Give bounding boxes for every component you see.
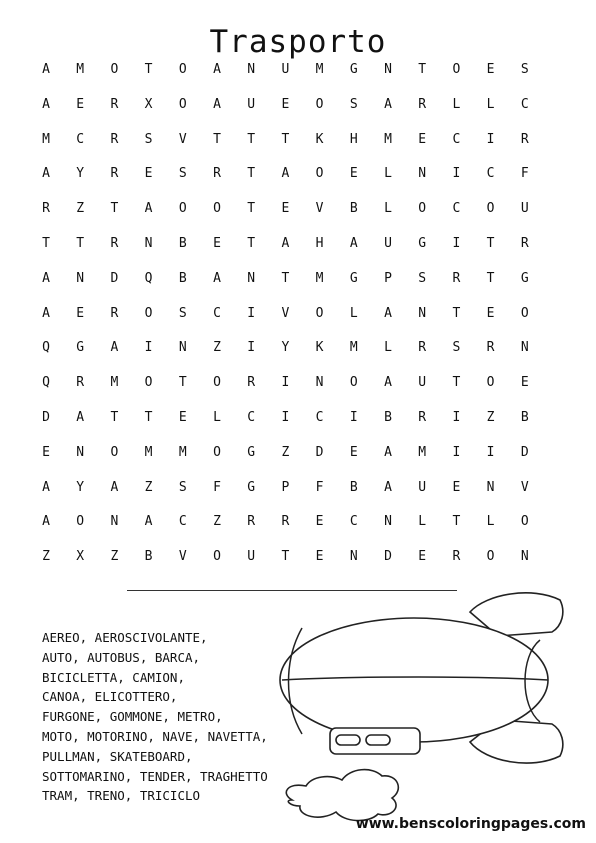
- word-list-line: FURGONE, GOMMONE, METRO,: [42, 709, 223, 725]
- grid-letter: B: [144, 549, 153, 565]
- grid-letter: S: [452, 340, 461, 356]
- grid-letter: M: [178, 444, 187, 460]
- grid-letter: A: [144, 514, 153, 530]
- grid-letter: R: [452, 549, 461, 565]
- grid-letter: T: [110, 410, 119, 425]
- grid-letter: N: [349, 549, 358, 565]
- grid-letter: M: [349, 340, 358, 356]
- grid-letter: C: [520, 96, 529, 112]
- grid-letter: B: [349, 201, 358, 217]
- grid-letter: O: [520, 514, 529, 530]
- grid-letter: V: [315, 201, 324, 217]
- word-list-line: SOTTOMARINO, TENDER, TRAGHETTO: [42, 768, 268, 784]
- grid-letter: U: [247, 549, 256, 565]
- grid-letter: C: [213, 305, 221, 321]
- grid-letter: E: [144, 166, 153, 182]
- grid-letter: T: [418, 62, 427, 77]
- grid-letter: G: [418, 236, 427, 251]
- grid-letter: E: [486, 305, 495, 321]
- grid-letter: G: [76, 340, 85, 356]
- grid-letter: E: [315, 549, 324, 565]
- grid-letter: O: [110, 444, 119, 460]
- grid-letter: E: [281, 96, 290, 112]
- grid-letter: E: [178, 410, 187, 425]
- word-list-line: CANOA, ELICOTTERO,: [42, 689, 178, 705]
- grid-letter: M: [384, 131, 392, 147]
- grid-letter: E: [281, 201, 290, 217]
- grid-letter: T: [281, 270, 290, 286]
- grid-letter: A: [42, 270, 50, 286]
- grid-letter: R: [520, 236, 529, 251]
- grid-letter: R: [110, 166, 119, 182]
- grid-letter: O: [178, 62, 187, 77]
- grid-letter: Q: [144, 270, 153, 286]
- grid-letter: R: [418, 96, 427, 112]
- grid-letter: M: [315, 62, 324, 77]
- grid-letter: Z: [486, 410, 495, 425]
- grid-letter: M: [110, 375, 119, 391]
- grid-letter: E: [418, 549, 427, 565]
- grid-letter: C: [76, 131, 85, 147]
- grid-letter: E: [349, 444, 358, 460]
- grid-letter: N: [486, 479, 495, 495]
- grid-letter: R: [110, 131, 119, 147]
- grid-letter: B: [349, 479, 358, 495]
- grid-letter: E: [76, 305, 85, 321]
- grid-letter: Z: [213, 514, 221, 530]
- word-list-line: MOTO, MOTORINO, NAVE, NAVETTA,: [42, 728, 268, 744]
- word-list-line: AEREO, AEROSCIVOLANTE,: [42, 630, 208, 645]
- grid-letter: M: [144, 444, 153, 460]
- grid-letter: N: [110, 514, 119, 530]
- grid-letter: C: [486, 166, 495, 182]
- word-list-line: TRAM, TRENO, TRICICLO: [42, 788, 201, 804]
- grid-letter: O: [213, 549, 221, 565]
- grid-letter: A: [384, 444, 392, 460]
- grid-letter: S: [418, 270, 427, 286]
- grid-letter: Z: [144, 479, 153, 495]
- grid-letter: N: [520, 549, 529, 565]
- site-url: www.benscoloringpages.com: [355, 816, 586, 832]
- grid-letter: A: [384, 305, 392, 321]
- grid-letter: C: [247, 410, 256, 425]
- grid-letter: O: [178, 201, 187, 217]
- grid-letter: D: [110, 270, 119, 286]
- grid-letter: U: [247, 96, 256, 112]
- grid-letter: O: [520, 305, 529, 321]
- grid-letter: V: [178, 131, 187, 147]
- grid-letter: E: [76, 96, 85, 112]
- grid-letter: L: [384, 166, 392, 182]
- grid-letter: R: [281, 514, 290, 530]
- grid-letter: Z: [42, 549, 50, 565]
- grid-letter: T: [486, 236, 495, 251]
- grid-letter: L: [349, 305, 358, 321]
- grid-letter: A: [281, 236, 290, 251]
- grid-letter: R: [110, 236, 119, 251]
- grid-letter: I: [452, 410, 461, 425]
- grid-letter: A: [42, 96, 50, 112]
- grid-letter: N: [384, 514, 392, 530]
- grid-letter: N: [418, 305, 427, 321]
- grid-letter: R: [42, 201, 50, 217]
- word-list-line: BICICLETTA, CAMION,: [42, 669, 185, 685]
- grid-letter: L: [213, 410, 221, 425]
- grid-letter: D: [42, 410, 50, 425]
- grid-letter: O: [144, 305, 153, 321]
- grid-letter: U: [520, 201, 529, 217]
- grid-letter: I: [247, 340, 256, 356]
- grid-letter: A: [213, 96, 221, 112]
- grid-letter: O: [486, 375, 495, 391]
- grid-letter: O: [144, 375, 153, 391]
- grid-letter: T: [76, 236, 85, 251]
- grid-letter: O: [76, 514, 85, 530]
- word-list-line: AUTO, AUTOBUS, BARCA,: [42, 649, 201, 665]
- grid-letter: A: [76, 410, 85, 425]
- grid-letter: F: [520, 166, 529, 182]
- grid-letter: O: [110, 62, 119, 77]
- grid-letter: T: [452, 514, 461, 530]
- grid-letter: M: [418, 444, 427, 460]
- grid-letter: E: [349, 166, 358, 182]
- grid-letter: O: [315, 166, 324, 182]
- grid-letter: A: [281, 166, 290, 182]
- grid-letter: U: [418, 479, 427, 495]
- grid-letter: M: [42, 131, 50, 147]
- grid-letter: L: [486, 96, 495, 112]
- grid-letter: H: [349, 131, 358, 147]
- grid-letter: I: [349, 410, 358, 425]
- grid-letter: I: [452, 166, 461, 182]
- grid-letter: S: [349, 96, 358, 112]
- grid-letter: O: [213, 375, 221, 391]
- grid-letter: C: [315, 410, 324, 425]
- grid-letter: G: [247, 444, 256, 460]
- grid-letter: U: [418, 375, 427, 391]
- grid-letter: O: [315, 96, 324, 112]
- grid-letter: K: [315, 340, 324, 356]
- grid-letter: N: [520, 340, 529, 356]
- grid-letter: S: [178, 305, 187, 321]
- grid-letter: P: [281, 479, 290, 495]
- grid-letter: G: [247, 479, 256, 495]
- grid-letter: B: [384, 410, 392, 425]
- grid-letter: T: [213, 131, 221, 147]
- grid-letter: M: [315, 270, 324, 286]
- grid-letter: B: [178, 236, 187, 251]
- grid-letter: S: [178, 479, 187, 495]
- grid-letter: D: [384, 549, 392, 565]
- page-title: Trasporto: [209, 24, 387, 60]
- grid-letter: L: [384, 340, 392, 356]
- grid-letter: C: [452, 201, 461, 217]
- grid-letter: T: [247, 166, 256, 182]
- grid-letter: E: [42, 444, 50, 460]
- grid-letter: S: [520, 62, 529, 77]
- grid-letter: N: [384, 62, 392, 77]
- grid-letter: A: [110, 340, 119, 356]
- grid-letter: T: [144, 410, 153, 425]
- grid-letter: A: [384, 96, 392, 112]
- grid-letter: D: [315, 444, 324, 460]
- grid-letter: S: [144, 131, 153, 147]
- grid-letter: U: [281, 62, 290, 77]
- grid-letter: A: [213, 62, 221, 77]
- grid-letter: E: [486, 62, 495, 77]
- grid-letter: N: [76, 444, 85, 460]
- grid-letter: T: [110, 201, 119, 217]
- grid-letter: P: [384, 270, 392, 286]
- grid-letter: Z: [213, 340, 221, 356]
- grid-letter: T: [452, 305, 461, 321]
- grid-letter: I: [452, 236, 461, 251]
- grid-letter: A: [144, 201, 153, 217]
- grid-letter: O: [486, 201, 495, 217]
- grid-letter: O: [178, 96, 187, 112]
- grid-letter: O: [315, 305, 324, 321]
- grid-letter: S: [178, 166, 187, 182]
- grid-letter: T: [42, 236, 50, 251]
- grid-letter: N: [418, 166, 427, 182]
- grid-letter: R: [520, 131, 529, 147]
- grid-letter: O: [452, 62, 461, 77]
- grid-letter: N: [247, 62, 256, 77]
- grid-letter: R: [486, 340, 495, 356]
- grid-letter: T: [281, 131, 290, 147]
- grid-letter: A: [42, 62, 50, 77]
- grid-letter: D: [520, 444, 529, 460]
- grid-letter: C: [349, 514, 358, 530]
- grid-letter: R: [452, 270, 461, 286]
- grid-letter: Q: [42, 340, 50, 356]
- grid-letter: N: [178, 340, 187, 356]
- grid-letter: R: [247, 375, 256, 391]
- grid-letter: T: [452, 375, 461, 391]
- grid-letter: E: [213, 236, 221, 251]
- grid-letter: F: [213, 479, 221, 495]
- grid-letter: A: [42, 479, 50, 495]
- grid-letter: R: [418, 410, 427, 425]
- grid-letter: T: [178, 375, 187, 391]
- grid-letter: A: [42, 514, 50, 530]
- grid-letter: R: [110, 96, 119, 112]
- grid-letter: Y: [76, 166, 85, 182]
- grid-letter: T: [281, 549, 290, 565]
- grid-letter: I: [281, 375, 290, 391]
- grid-letter: O: [418, 201, 427, 217]
- grid-letter: V: [520, 479, 529, 495]
- grid-letter: M: [76, 62, 85, 77]
- grid-letter: B: [178, 270, 187, 286]
- grid-letter: G: [349, 62, 358, 77]
- grid-letter: Q: [42, 375, 50, 391]
- grid-letter: T: [247, 131, 256, 147]
- grid-letter: I: [247, 305, 256, 321]
- grid-letter: C: [452, 131, 461, 147]
- grid-letter: N: [76, 270, 85, 286]
- grid-letter: Y: [76, 479, 85, 495]
- grid-letter: G: [349, 270, 358, 286]
- grid-letter: L: [452, 96, 461, 112]
- grid-letter: X: [144, 96, 153, 112]
- grid-letter: N: [144, 236, 153, 251]
- grid-letter: A: [384, 479, 392, 495]
- grid-letter: I: [144, 340, 153, 356]
- grid-letter: I: [486, 131, 495, 147]
- grid-letter: A: [42, 305, 50, 321]
- grid-letter: Z: [281, 444, 290, 460]
- grid-letter: H: [315, 236, 324, 251]
- grid-letter: L: [418, 514, 427, 530]
- grid-letter: T: [144, 62, 153, 77]
- grid-letter: Z: [110, 549, 119, 565]
- grid-letter: G: [520, 270, 529, 286]
- grid-letter: O: [349, 375, 358, 391]
- grid-letter: A: [42, 166, 50, 182]
- grid-letter: Y: [281, 340, 290, 356]
- grid-letter: R: [76, 375, 85, 391]
- grid-letter: I: [452, 444, 461, 460]
- grid-letter: T: [247, 236, 256, 251]
- grid-letter: R: [418, 340, 427, 356]
- word-list-line: PULLMAN, SKATEBOARD,: [42, 748, 193, 764]
- grid-letter: Z: [76, 201, 85, 217]
- grid-letter: A: [349, 236, 358, 251]
- grid-letter: A: [213, 270, 221, 286]
- grid-letter: T: [486, 270, 495, 286]
- grid-letter: R: [247, 514, 256, 530]
- grid-letter: E: [315, 514, 324, 530]
- grid-letter: A: [110, 479, 119, 495]
- grid-letter: O: [213, 201, 221, 217]
- grid-letter: E: [452, 479, 461, 495]
- grid-letter: B: [520, 410, 529, 425]
- grid-letter: R: [110, 305, 119, 321]
- grid-letter: E: [418, 131, 427, 147]
- grid-letter: V: [281, 305, 290, 321]
- grid-letter: R: [213, 166, 221, 182]
- grid-letter: X: [76, 549, 85, 565]
- grid-letter: A: [384, 375, 392, 391]
- grid-letter: F: [315, 479, 324, 495]
- grid-letter: V: [178, 549, 187, 565]
- grid-letter: N: [247, 270, 256, 286]
- grid-letter: O: [213, 444, 221, 460]
- grid-letter: I: [281, 410, 290, 425]
- grid-letter: E: [520, 375, 529, 391]
- grid-letter: T: [247, 201, 256, 217]
- grid-letter: O: [486, 549, 495, 565]
- grid-letter: C: [178, 514, 187, 530]
- grid-letter: L: [384, 201, 392, 217]
- grid-letter: K: [315, 131, 324, 147]
- grid-letter: N: [315, 375, 324, 391]
- grid-letter: U: [384, 236, 392, 251]
- grid-letter: I: [486, 444, 495, 460]
- grid-letter: L: [486, 514, 495, 530]
